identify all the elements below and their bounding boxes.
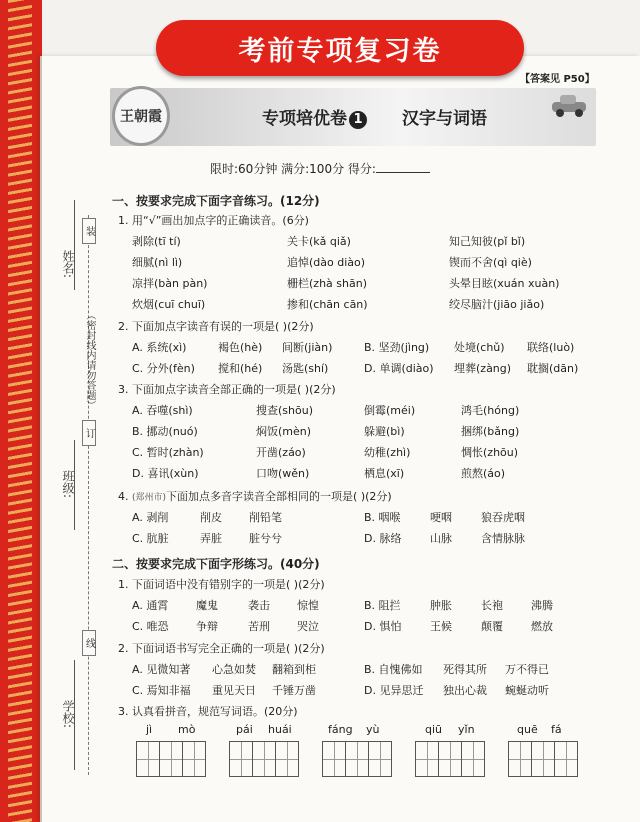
name-label: 姓名: xyxy=(61,250,75,279)
s2-q1-title: 1. 下面词语中没有错别字的一项是( )(2分) xyxy=(118,578,325,591)
s2-q1-option: 沸腾 xyxy=(531,599,553,612)
class-field[interactable] xyxy=(74,440,75,530)
q4-option: 狼吞虎咽 xyxy=(481,511,525,524)
s2-q2-option: 翻箱到柜 xyxy=(272,663,316,676)
q1-item: 炊烟(cuī chuī) xyxy=(132,298,206,311)
writing-grid[interactable] xyxy=(415,741,485,777)
s2-q1-option: 苦刑 xyxy=(248,620,270,633)
q2-title: 2. 下面加点字读音有误的一项是( )(2分) xyxy=(118,320,314,333)
s2-q1-option: 长袍 xyxy=(481,599,503,612)
q2-option: 搅和(hé) xyxy=(218,362,263,375)
answer-reference: 【答案见 P50】 xyxy=(520,74,595,85)
exam-meta xyxy=(210,160,430,177)
s2-q2-option: 千锤万凿 xyxy=(272,684,316,697)
q4-number: 4. xyxy=(118,490,132,503)
pinyin-label: yǐn xyxy=(458,723,475,736)
q3-option: 栖息(xī) xyxy=(364,467,405,480)
q1-item: 掺和(chān cān) xyxy=(287,298,368,311)
pinyin-label: pái xyxy=(236,723,253,736)
q4-option: 脏兮兮 xyxy=(249,532,282,545)
school-field[interactable] xyxy=(74,660,75,770)
logo-text: 王朝霞 xyxy=(120,109,162,125)
pinyin-label: fá xyxy=(551,723,562,736)
q1-item: 锲而不舍(qì qiè) xyxy=(449,256,532,269)
q3-option: D. 喜讯(xùn) xyxy=(132,467,199,480)
s2-q1-option: 燃放 xyxy=(531,620,553,633)
score-blank[interactable] xyxy=(376,162,430,173)
writing-grid[interactable] xyxy=(136,741,206,777)
writing-grid[interactable] xyxy=(322,741,392,777)
q4-option: 削铅笔 xyxy=(249,511,282,524)
s2-q1-option: 魔鬼 xyxy=(196,599,218,612)
q3-option: 躲避(bì) xyxy=(364,425,405,438)
binding-tag-2: 订 xyxy=(82,420,96,446)
writing-grid[interactable] xyxy=(508,741,578,777)
s2-q3-title: 3. 认真看拼音，规范写词语。(20分) xyxy=(118,705,298,718)
s2-q1-option: 袭击 xyxy=(248,599,270,612)
q2-option: 汤匙(shí) xyxy=(282,362,329,375)
q2-option: 耽搁(dān) xyxy=(527,362,579,375)
q3-option: 口吻(wěn) xyxy=(256,467,310,480)
writing-cell[interactable] xyxy=(461,741,485,777)
writing-cell[interactable] xyxy=(438,741,461,777)
pinyin-label: quē xyxy=(517,723,538,736)
s2-q2-option: D. 见异思迁 xyxy=(364,684,424,697)
title-number: 1 xyxy=(349,111,367,129)
q2-option: 处境(chǔ) xyxy=(454,341,505,354)
q4-option: B. 咽喉 xyxy=(364,511,401,524)
binding-tag-3: 线 xyxy=(82,630,96,656)
binding-tag-1: 装 xyxy=(82,218,96,244)
s2-q2-option: B. 自愧佛如 xyxy=(364,663,423,676)
writing-cell[interactable] xyxy=(368,741,392,777)
binding-line xyxy=(88,215,89,775)
writing-cell[interactable] xyxy=(415,741,438,777)
car-icon xyxy=(548,90,592,120)
q4-region-tag: (郑州市) xyxy=(132,493,167,503)
s2-q2-option: C. 焉知非福 xyxy=(132,684,191,697)
writing-cell[interactable] xyxy=(531,741,554,777)
title-prefix: 专项培优卷 xyxy=(262,109,347,129)
writing-cell[interactable] xyxy=(136,741,159,777)
s2-q1-option: B. 阻拦 xyxy=(364,599,401,612)
pinyin-label: mò xyxy=(178,723,196,736)
pinyin-label: fáng xyxy=(328,723,353,736)
pinyin-label: jì xyxy=(146,723,153,736)
s2-q2-option: 重见天日 xyxy=(212,684,256,697)
writing-cell[interactable] xyxy=(508,741,531,777)
q3-option: B. 挪动(nuó) xyxy=(132,425,198,438)
q1-title: 1. 用“√”画出加点字的正确读音。(6分) xyxy=(118,214,309,227)
writing-cell[interactable] xyxy=(345,741,368,777)
q3-option: 焖饭(mèn) xyxy=(256,425,312,438)
ribbon-decoration xyxy=(8,0,32,822)
writing-cell[interactable] xyxy=(182,741,206,777)
q2-option: B. 坚劲(jìng) xyxy=(364,341,430,354)
q2-option: 联络(luò) xyxy=(527,341,575,354)
q1-item: 凉拌(bàn pàn) xyxy=(132,277,208,290)
q1-item: 绞尽脑汁(jiāo jiǎo) xyxy=(449,298,545,311)
school-label: 学校: xyxy=(61,700,75,729)
q4-title xyxy=(118,488,392,504)
q4-option: C. 肮脏 xyxy=(132,532,169,545)
q3-option: 鸿毛(hóng) xyxy=(461,404,520,417)
q1-item: 栅栏(zhà shān) xyxy=(287,277,367,290)
banner-title: 考前专项复习卷 xyxy=(238,35,442,67)
q4-text: 下面加点多音字读音全部相同的一项是( )(2分) xyxy=(166,490,392,503)
q3-option: 搜查(shōu) xyxy=(256,404,313,417)
s2-q1-option: 肿胀 xyxy=(430,599,452,612)
s2-q1-option: 争辩 xyxy=(196,620,218,633)
q3-option: 煎熬(áo) xyxy=(461,467,506,480)
s2-q2-option: 心急如焚 xyxy=(212,663,256,676)
s2-q1-option: 颠覆 xyxy=(481,620,503,633)
s2-q2-option: A. 见微知著 xyxy=(132,663,191,676)
q3-option: C. 暂时(zhàn) xyxy=(132,446,204,459)
q1-item: 追悼(dào diào) xyxy=(287,256,366,269)
q4-option: A. 剥削 xyxy=(132,511,169,524)
writing-cell[interactable] xyxy=(229,741,252,777)
q2-option: C. 分外(fèn) xyxy=(132,362,195,375)
q1-item: 关卡(kǎ qiǎ) xyxy=(287,235,351,248)
q3-title: 3. 下面加点字读音全部正确的一项是( )(2分) xyxy=(118,383,336,396)
q3-option: 幼稚(zhì) xyxy=(364,446,411,459)
s2-q2-option: 万不得已 xyxy=(505,663,549,676)
publisher-logo xyxy=(112,86,170,146)
section-2-title: 二、按要求完成下面字形练习。(40分) xyxy=(112,557,320,571)
q4-option: 含情脉脉 xyxy=(481,532,525,545)
writing-cell[interactable] xyxy=(252,741,275,777)
q3-option: 捆绑(bǎng) xyxy=(461,425,520,438)
q4-option: 哽咽 xyxy=(430,511,452,524)
q1-item: 细腻(nì lì) xyxy=(132,256,183,269)
s2-q1-option: C. 唯恐 xyxy=(132,620,169,633)
q2-option: 间断(jiàn) xyxy=(282,341,333,354)
s2-q1-option: 惊惶 xyxy=(297,599,319,612)
q3-option: A. 吞噬(shì) xyxy=(132,404,193,417)
writing-cell[interactable] xyxy=(159,741,182,777)
s2-q2-option: 独出心裁 xyxy=(443,684,487,697)
writing-cell[interactable] xyxy=(322,741,345,777)
q4-option: D. 脉络 xyxy=(364,532,402,545)
worksheet-topic: 汉字与词语 xyxy=(402,109,487,129)
s2-q2-title: 2. 下面词语书写完全正确的一项是( )(2分) xyxy=(118,642,325,655)
q2-option: A. 系统(xì) xyxy=(132,341,187,354)
pinyin-label: huái xyxy=(268,723,292,736)
seal-note: （密封线内请勿答题） xyxy=(84,310,95,410)
q3-option: 开凿(záo) xyxy=(256,446,306,459)
q2-option: D. 单调(diào) xyxy=(364,362,434,375)
writing-cell[interactable] xyxy=(554,741,578,777)
worksheet-title xyxy=(262,104,369,129)
s2-q1-option: D. 惧怕 xyxy=(364,620,402,633)
q3-option: 惆怅(zhōu) xyxy=(461,446,519,459)
q3-option: 倒霉(méi) xyxy=(364,404,416,417)
section-1-title: 一、按要求完成下面字音练习。(12分) xyxy=(112,194,320,208)
q1-item: 知己知彼(pǐ bǐ) xyxy=(449,235,526,248)
q4-option: 削皮 xyxy=(200,511,222,524)
q1-item: 头晕目眩(xuán xuàn) xyxy=(449,277,560,290)
class-label: 班级: xyxy=(61,470,75,499)
q1-item: 剥除(tī tí) xyxy=(132,235,181,248)
pinyin-label: yù xyxy=(366,723,380,736)
q2-option: 褐色(hè) xyxy=(218,341,263,354)
meta-text: 限时:60分钟 满分:100分 得分: xyxy=(210,162,376,176)
banner xyxy=(156,20,524,76)
q2-option: 埋葬(zàng) xyxy=(454,362,512,375)
pinyin-label: qiū xyxy=(425,723,443,736)
s2-q1-option: 王候 xyxy=(430,620,452,633)
s2-q2-option: 死得其所 xyxy=(443,663,487,676)
name-field[interactable] xyxy=(74,200,75,290)
s2-q1-option: A. 通霄 xyxy=(132,599,169,612)
s2-q1-option: 哭泣 xyxy=(297,620,319,633)
q4-option: 弄脏 xyxy=(200,532,222,545)
writing-cell[interactable] xyxy=(275,741,299,777)
writing-grid[interactable] xyxy=(229,741,299,777)
q4-option: 山脉 xyxy=(430,532,452,545)
s2-q2-option: 蜿蜒动听 xyxy=(505,684,549,697)
